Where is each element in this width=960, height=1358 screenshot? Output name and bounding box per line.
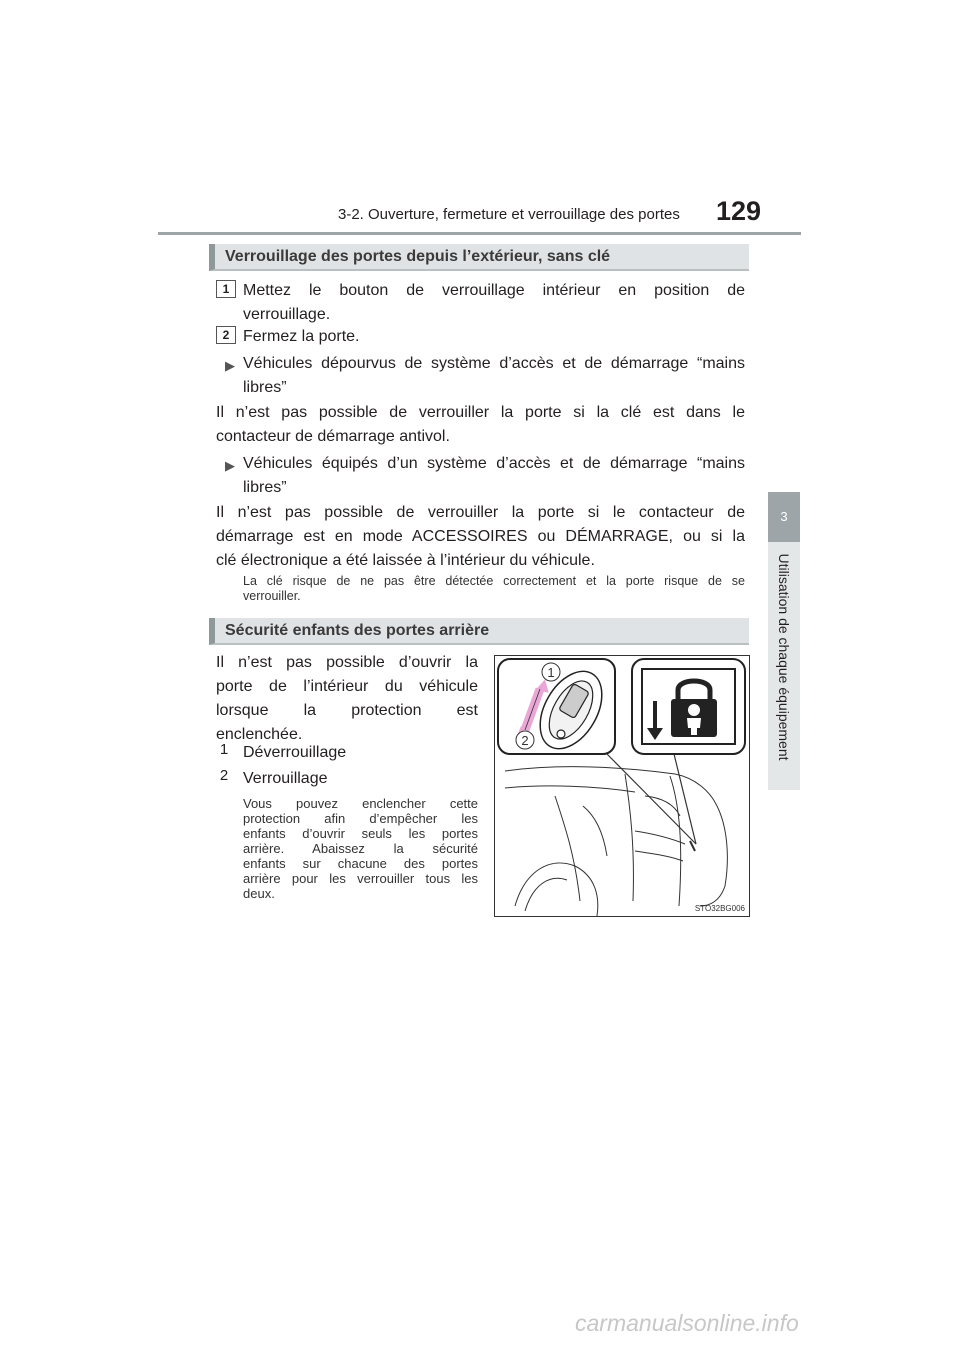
note-2 bbox=[243, 796, 478, 901]
note-2-line-7: deux. bbox=[243, 886, 275, 901]
bullet-2-text bbox=[243, 452, 745, 500]
note-1-line-1: La clé risque de ne pas être détectée correctement et la porte risque de se bbox=[243, 574, 745, 588]
item-lock: Verrouillage bbox=[243, 770, 328, 787]
header-section-title: 3-2. Ouverture, fermeture et verrouillage des portes bbox=[338, 206, 680, 223]
figure-code: STO32BG006 bbox=[694, 904, 745, 913]
bullet-2-line-1: Véhicules équipés d’un système d’accès et de démarrage “mains bbox=[243, 455, 745, 472]
paragraph-1 bbox=[216, 401, 745, 449]
bullet-1-line-2: libres” bbox=[243, 379, 287, 396]
bullet-1-line-1: Véhicules dépourvus de système d’accès et de démarrage “mains bbox=[243, 355, 745, 372]
callout-2: 2 bbox=[521, 733, 529, 748]
child-lock-intro bbox=[216, 651, 478, 747]
triangle-right-icon: ▶ bbox=[225, 458, 235, 473]
note-2-line-2: protection afin d’empêcher les bbox=[243, 811, 478, 826]
triangle-right-icon: ▶ bbox=[225, 358, 235, 373]
chapter-label: Utilisation de chaque équipement bbox=[776, 553, 792, 761]
note-2-line-6: arrière pour les verrouiller tous les bbox=[243, 871, 478, 886]
step-2-text: Fermez la porte. bbox=[243, 328, 360, 345]
section-heading-exterior-lock: Verrouillage des portes depuis l’extérieur, sans clé bbox=[209, 244, 749, 271]
paragraph-1-line-1: Il n’est pas possible de verrouiller la porte si la clé est dans le bbox=[216, 404, 745, 421]
step-1-text bbox=[243, 279, 745, 327]
intro-line-2: porte de l’intérieur du véhicule bbox=[216, 678, 478, 695]
note-1-line-2: verrouiller. bbox=[243, 589, 301, 603]
child-lock-drawing bbox=[495, 656, 749, 916]
section-heading-child-safety: Sécurité enfants des portes arrière bbox=[209, 618, 749, 645]
paragraph-1-line-2: contacteur de démarrage antivol. bbox=[216, 428, 450, 445]
step-number-2: 2 bbox=[216, 326, 236, 344]
note-2-line-5: enfants sur chacune des portes bbox=[243, 856, 478, 871]
step-number-1: 1 bbox=[216, 280, 236, 298]
step-1-line-2: verrouillage. bbox=[243, 306, 331, 323]
paragraph-2-line-1: Il n’est pas possible de verrouiller la porte si le contacteur de bbox=[216, 504, 745, 521]
bullet-1-text bbox=[243, 352, 745, 400]
note-2-line-4: arrière. Abaissez la sécurité bbox=[243, 841, 478, 856]
paragraph-2-line-2: démarrage est en mode ACCESSOIRES ou DÉMARRAGE, ou si la bbox=[216, 528, 745, 545]
item-number-1: 1 bbox=[219, 741, 229, 758]
bullet-2-line-2: libres” bbox=[243, 479, 287, 496]
item-number-2: 2 bbox=[219, 767, 229, 784]
paragraph-2-line-3: clé électronique a été laissée à l’intérieur du véhicule. bbox=[216, 552, 595, 569]
intro-line-3: lorsque la protection est bbox=[216, 702, 478, 719]
note-2-line-3: enfants d’ouvrir seuls les portes bbox=[243, 826, 478, 841]
step-1-line-1: Mettez le bouton de verrouillage intérieur en position de bbox=[243, 282, 745, 299]
page-number: 129 bbox=[716, 196, 762, 226]
note-2-line-1: Vous pouvez enclencher cette bbox=[243, 796, 478, 811]
note-1 bbox=[243, 574, 745, 604]
callout-1: 1 bbox=[547, 665, 555, 680]
chapter-tab: 3 bbox=[768, 492, 800, 542]
intro-line-4: enclenchée. bbox=[216, 726, 303, 743]
item-unlock: Déverrouillage bbox=[243, 744, 347, 761]
header-rule bbox=[158, 232, 801, 235]
intro-line-1: Il n’est pas possible d’ouvrir la bbox=[216, 654, 478, 671]
child-lock-illustration bbox=[494, 655, 750, 917]
paragraph-2 bbox=[216, 501, 745, 573]
watermark: carmanualsonline.info bbox=[575, 1310, 799, 1336]
